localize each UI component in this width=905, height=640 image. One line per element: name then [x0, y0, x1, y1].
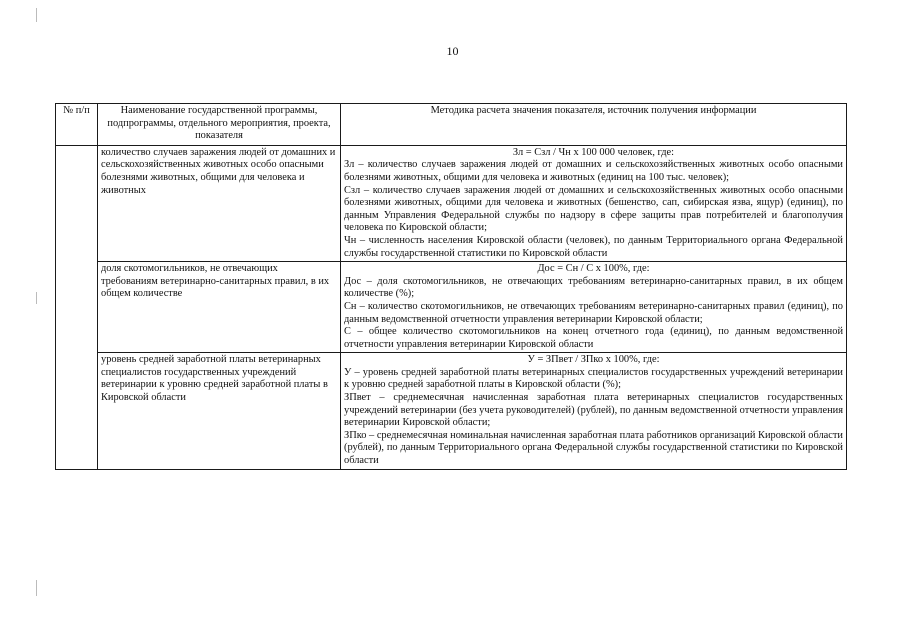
- header-num: № п/п: [56, 104, 98, 146]
- method-cell: [341, 145, 847, 261]
- method-paragraph: У – уровень средней заработной платы ветеринарных специалистов государственных учреждений ветеринарии к уровню средней заработной платы в Кировской области (%);: [344, 366, 843, 391]
- method-paragraph: С – общее количество скотомогильников на конец отчетного года (единиц), по данным ведомственной отчетности управления ветеринарии Кировской области: [344, 326, 843, 350]
- formula: Дос = Сн / С x 100%, где:: [537, 263, 650, 275]
- method-paragraph: Сн – количество скотомогильников, не отвечающих требованиям ветеринарно-санитарных правил (единиц), по данным ведомственной отчетности управления ветеринарии Кировской области;: [344, 300, 843, 325]
- table-header-row: [56, 104, 847, 146]
- table-row: [56, 145, 847, 261]
- header-method: Методика расчета значения показателя, источник получения информации: [341, 104, 847, 146]
- method-paragraph: Дос – доля скотомогильников, не отвечающих требованиям ветеринарно-санитарных правил, в их общем количестве (%);: [344, 275, 843, 300]
- indicator-name: уровень средней заработной платы ветеринарных специалистов государственных учреждений ветеринарии к уровню средней заработной платы в Кировской области: [98, 353, 341, 469]
- row-num-cell: [56, 145, 98, 469]
- formula: Зл = Сзл / Чн x 100 000 человек, где:: [512, 146, 675, 158]
- margin-mark-bottom: [36, 580, 37, 596]
- method-paragraph: ЗПко – среднемесячная номинальная начисленная заработная плата работников организаций Кировской области (рублей), по данным Территориального органа Федеральной службы государственной статистики по Кировской области: [344, 429, 843, 467]
- indicator-name: доля скотомогильников, не отвечающих требованиям ветеринарно-санитарных правил, в их общем количестве: [98, 262, 341, 353]
- margin-mark-middle: [36, 292, 37, 304]
- method-paragraph: Сзл – количество случаев заражения людей от домашних и сельскохозяйственных животных особо опасными болезнями животных, общими для человека и животных (бешенство, сап, сибирская язва, ящур) (единиц), по данным Управления Федеральной службы по надзору в сфере защиты прав потребителей и благополучия человека по Кировской области;: [344, 184, 843, 234]
- header-name: Наименование государственной программы, подпрограммы, отдельного мероприятия, проекта, показателя: [98, 104, 341, 146]
- table-row: [56, 353, 847, 469]
- table-row: [56, 262, 847, 353]
- method-cell: [341, 353, 847, 469]
- margin-mark-top: [36, 8, 37, 22]
- page-number: 10: [446, 44, 459, 58]
- method-cell: [341, 262, 847, 353]
- formula: У = ЗПвет / ЗПко x 100%, где:: [527, 354, 660, 366]
- method-paragraph: ЗПвет – среднемесячная начисленная заработная плата ветеринарных специалистов государственных учреждений ветеринарии (без учета руководителей) (рублей), по данным ведомственной отчетности управления ветеринарии Кировской области;: [344, 392, 843, 429]
- method-paragraph: Зл – количество случаев заражения людей от домашних и сельскохозяйственных животных особо опасными болезнями животных, общими для человека и животных (единиц на 100 тыс. человек);: [344, 159, 843, 183]
- indicator-name: количество случаев заражения людей от домашних и сельскохозяйственных животных особо опасными болезнями животных, общими для человека и животных: [98, 145, 341, 261]
- indicator-table: [55, 103, 847, 470]
- method-paragraph: Чн – численность населения Кировской области (человек), по данным Территориального органа Федеральной службы государственной статистики по Кировской области: [344, 234, 843, 259]
